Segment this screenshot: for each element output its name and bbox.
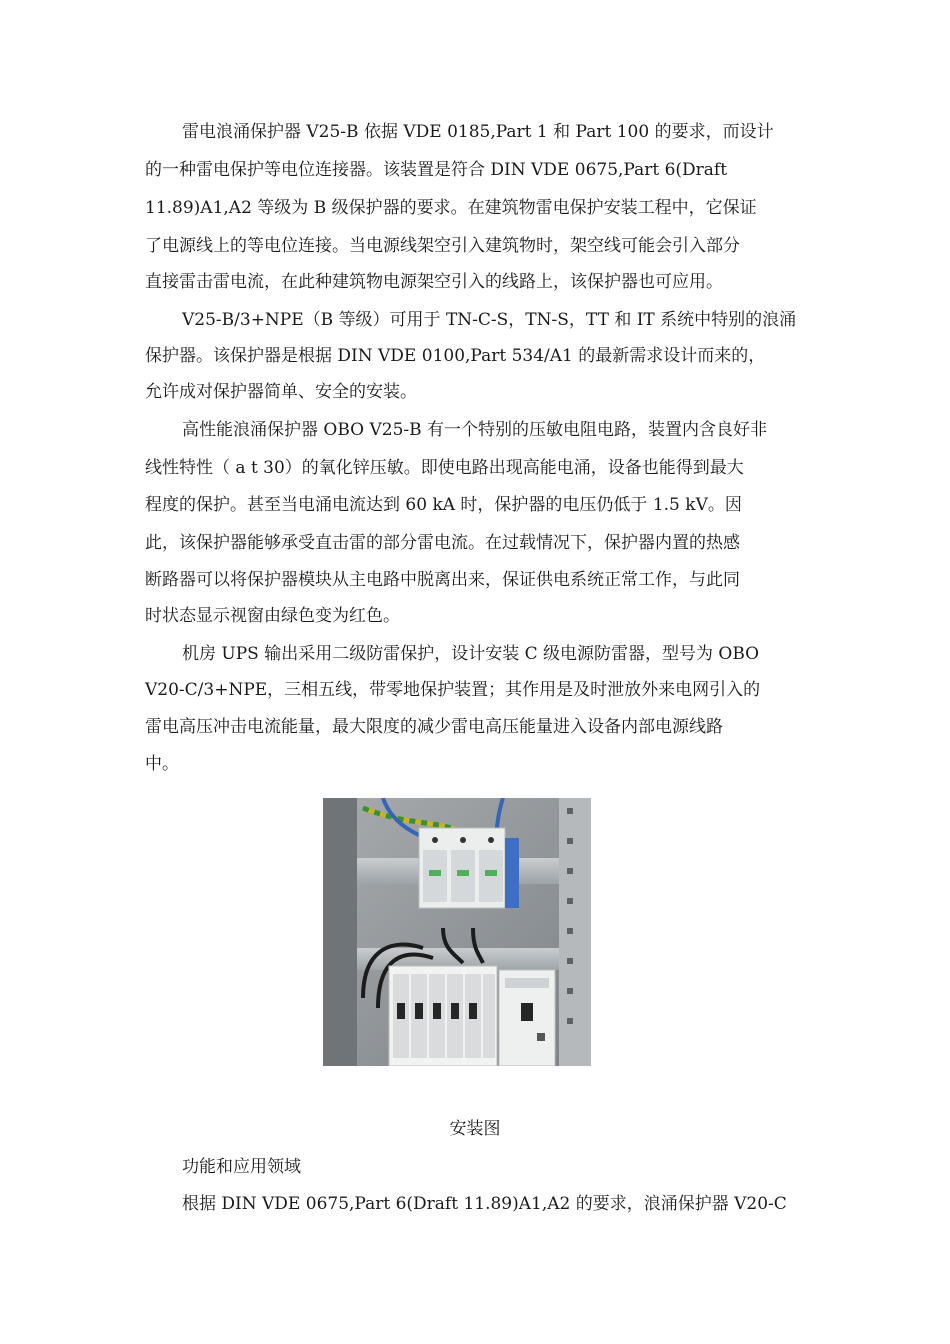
paragraph-line: 中。 [145, 754, 179, 774]
paragraph-line: 了电源线上的等电位连接。当电源线架空引入建筑物时，架空线可能会引入部分 [145, 236, 740, 256]
paragraph-line: 直接雷击雷电流，在此种建筑物电源架空引入的线路上，该保护器也可应用。 [145, 272, 723, 292]
paragraph-line: 11.89)A1,A2 等级为 B 级保护器的要求。在建筑物雷电保护安装工程中，它保证 [145, 198, 757, 218]
paragraph-line: 此，该保护器能够承受直击雷的部分雷电流。在过载情况下，保护器内置的热感 [145, 533, 740, 553]
paragraph-line: 根据 DIN VDE 0675,Part 6(Draft 11.89)A1,A2 的要求，浪涌保护器 V20-C [182, 1194, 787, 1214]
paragraph-line: 雷电高压冲击电流能量，最大限度的减少雷电高压能量进入设备内部电源线路 [145, 717, 723, 737]
figure-caption: 安装图 [449, 1119, 501, 1139]
paragraph-line: 断路器可以将保护器模块从主电路中脱离出来，保证供电系统正常工作，与此同 [145, 570, 740, 590]
paragraph-line: 雷电浪涌保护器 V25-B 依据 VDE 0185,Part 1 和 Part 100 的要求，而设计 [182, 122, 774, 142]
paragraph-line: 机房 UPS 输出采用二级防雷保护，设计安装 C 级电源防雷器，型号为 OBO [182, 644, 760, 664]
paragraph-line: 保护器。该保护器是根据 DIN VDE 0100,Part 534/A1 的最新需求设计而来的， [145, 346, 766, 366]
paragraph-line: 允许成对保护器简单、安全的安装。 [145, 382, 417, 402]
paragraph-line: V25-B/3+NPE（B 等级）可用于 TN-C-S，TN-S，TT 和 IT 系统中特别的浪涌 [182, 310, 797, 330]
paragraph-line: V20-C/3+NPE，三相五线，带零地保护装置；其作用是及时泄放外来电网引入的 [145, 680, 761, 700]
installation-photo [323, 798, 591, 1066]
surge-protector-cabinet-illustration [323, 798, 591, 1066]
paragraph-line: 高性能浪涌保护器 OBO V25-B 有一个特别的压敏电阻电路，装置内含良好非 [182, 420, 768, 440]
section-heading: 功能和应用领域 [182, 1157, 301, 1177]
paragraph-line: 时状态显示视窗由绿色变为红色。 [145, 606, 400, 626]
paragraph-line: 程度的保护。甚至当电涌电流达到 60 kA 时，保护器的电压仍低于 1.5 kV。因 [145, 495, 742, 515]
paragraph-line: 的一种雷电保护等电位连接器。该装置是符合 DIN VDE 0675,Part 6(Draft [145, 160, 728, 180]
paragraph-line: 线性特性（ a t 30）的氧化锌压敏。即使电路出现高能电涌，设备也能得到最大 [145, 458, 744, 478]
